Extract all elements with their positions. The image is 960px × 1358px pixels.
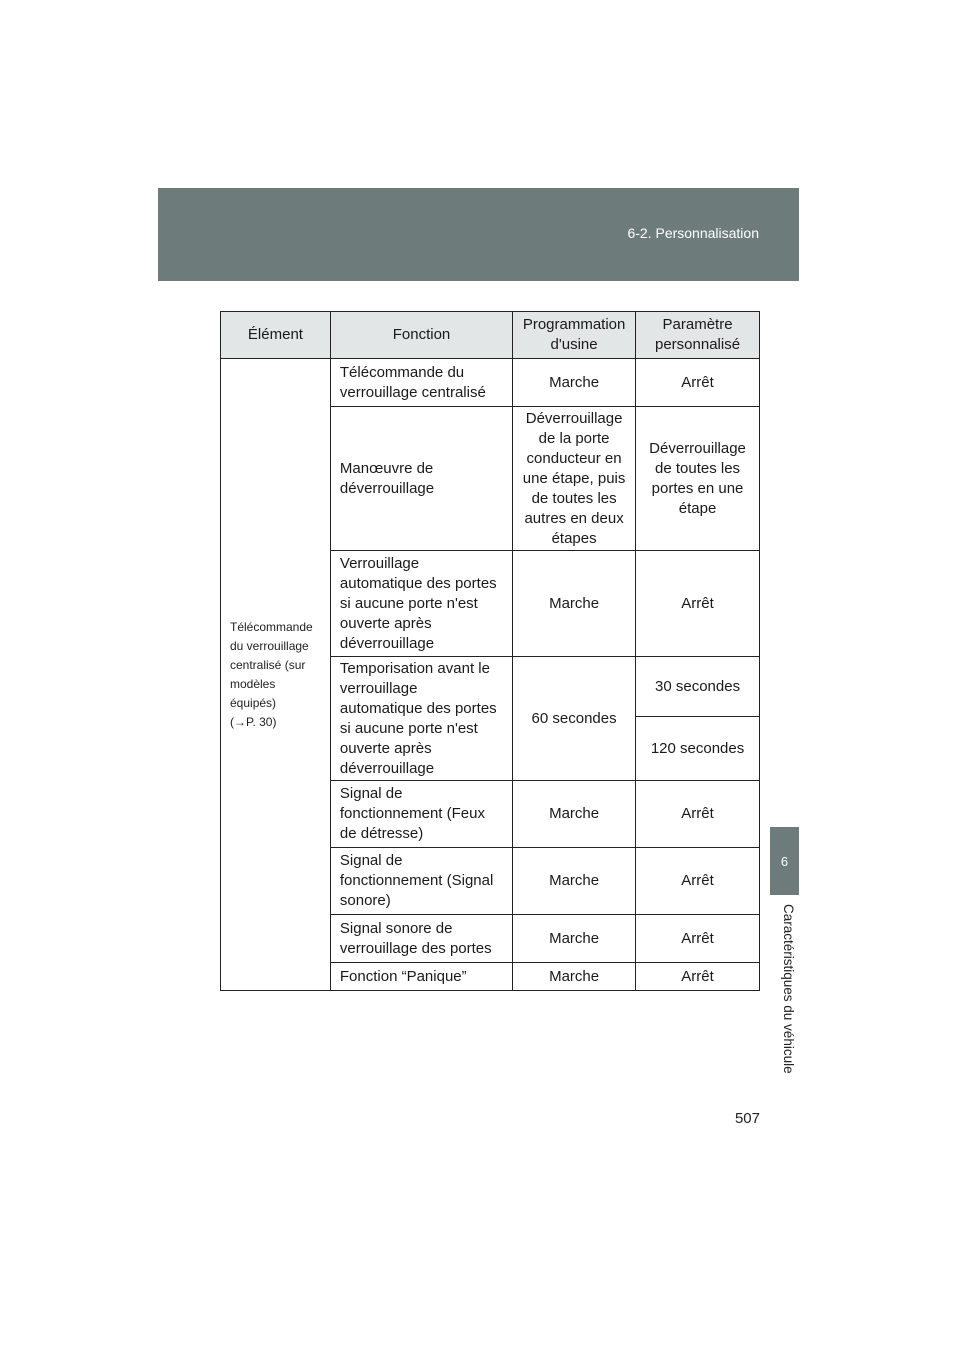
factory-cell: Marche	[513, 551, 636, 657]
function-cell: Signal de fonctionnement (Signal sonore)	[330, 848, 512, 915]
function-cell: Fonction “Panique”	[330, 963, 512, 991]
header-factory: Programmation d'usine	[513, 312, 636, 359]
function-cell: Temporisation avant le verrouillage automatique des portes si aucune porte n'est ouverte après déverrouillage	[330, 657, 512, 781]
factory-cell: Marche	[513, 915, 636, 963]
function-cell: Manœuvre de déverrouillage	[330, 407, 512, 551]
chapter-tab	[770, 827, 799, 895]
chapter-label: Caractéristiques du véhicule	[781, 904, 796, 1074]
header-element: Élément	[221, 312, 331, 359]
header-function: Fonction	[330, 312, 512, 359]
customization-table	[220, 311, 760, 991]
custom-cell: Arrêt	[636, 359, 760, 407]
custom-cell: Arrêt	[636, 848, 760, 915]
page-number: 507	[734, 1110, 760, 1127]
function-cell: Télécommande du verrouillage centralisé	[330, 359, 512, 407]
custom-cell: Arrêt	[636, 551, 760, 657]
element-cell: Télécommande du verrouillage centralisé (sur modèles équipés) (→P. 30)	[221, 359, 331, 991]
factory-cell: 60 secondes	[513, 657, 636, 781]
custom-cell: Arrêt	[636, 915, 760, 963]
function-cell: Signal de fonctionnement (Feux de détresse)	[330, 781, 512, 848]
table-header-row	[221, 312, 760, 359]
function-cell: Verrouillage automatique des portes si aucune porte n'est ouverte après déverrouillage	[330, 551, 512, 657]
factory-cell: Marche	[513, 848, 636, 915]
factory-cell: Marche	[513, 781, 636, 848]
factory-cell: Marche	[513, 359, 636, 407]
factory-cell: Marche	[513, 963, 636, 991]
section-title: 6-2. Personnalisation	[627, 225, 759, 241]
custom-cell: Arrêt	[636, 963, 760, 991]
header-custom: Paramètre personnalisé	[636, 312, 760, 359]
custom-cell: 120 secondes	[636, 717, 760, 781]
function-cell: Signal sonore de verrouillage des portes	[330, 915, 512, 963]
chapter-number: 6	[780, 853, 789, 869]
custom-cell: 30 secondes	[636, 657, 760, 717]
table-row	[221, 359, 760, 407]
factory-cell: Déverrouillage de la porte conducteur en une étape, puis de toutes les autres en deux étapes	[513, 407, 636, 551]
section-header	[158, 188, 799, 281]
custom-cell: Arrêt	[636, 781, 760, 848]
custom-cell: Déverrouillage de toutes les portes en une étape	[636, 407, 760, 551]
